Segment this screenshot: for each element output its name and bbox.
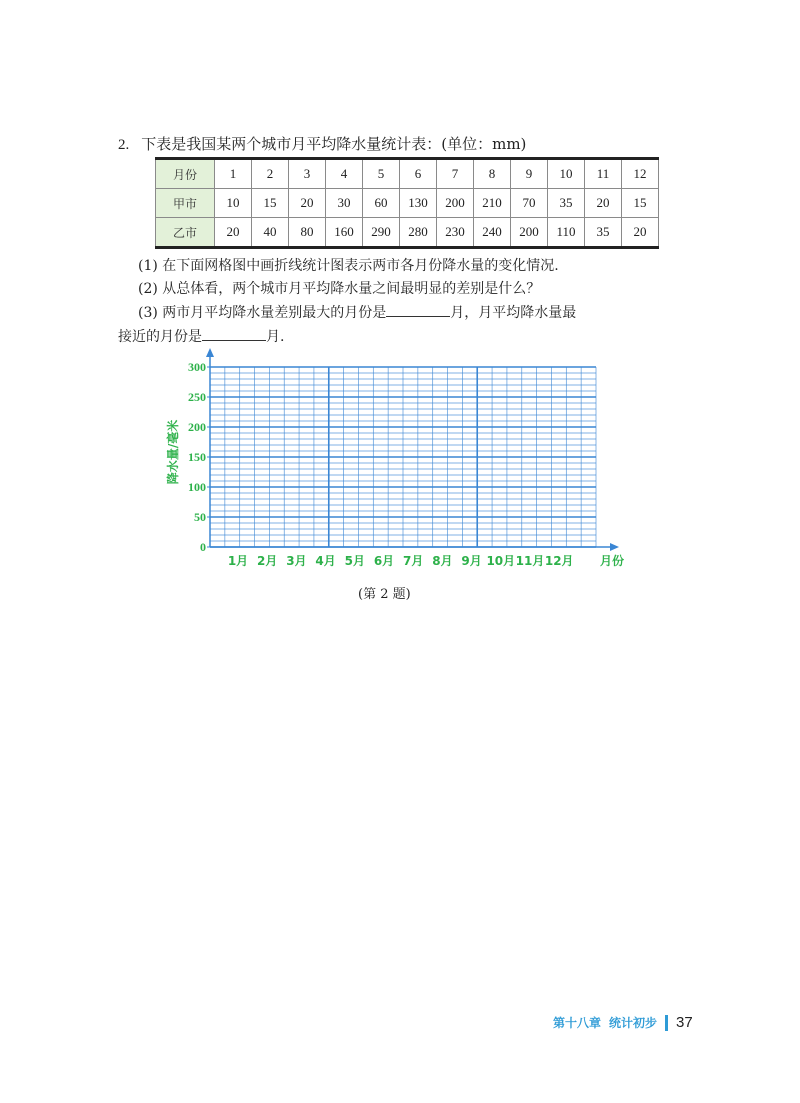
- table-cell: 280: [400, 218, 437, 248]
- table-cell: 20: [215, 218, 252, 248]
- table-cell: 30: [326, 189, 363, 218]
- table-cell: 160: [326, 218, 363, 248]
- y-tick-label: 100: [188, 480, 206, 494]
- table-cell: 15: [622, 189, 659, 218]
- table-cell: 20: [585, 189, 622, 218]
- subquestion-3-text-a: (3) 两市月平均降水量差别最大的月份是: [138, 305, 387, 321]
- table-cell: 20: [622, 218, 659, 248]
- footer-section: 统计初步: [609, 1016, 658, 1030]
- y-tick-label: 50: [194, 510, 206, 524]
- question-title: [118, 133, 526, 154]
- x-tick-label: 3月: [286, 554, 307, 568]
- table-cell: 200: [511, 218, 548, 248]
- table-cell: 70: [511, 189, 548, 218]
- table-cell: 130: [400, 189, 437, 218]
- grid-lines: [210, 367, 596, 547]
- table-cell: 9: [511, 159, 548, 189]
- subquestion-2: (2) 从总体看，两个城市月平均降水量之间最明显的差别是什么？: [138, 281, 541, 297]
- answer-blank-2[interactable]: [202, 326, 266, 341]
- row-header: 甲市: [156, 189, 215, 218]
- answer-blank-1[interactable]: [386, 302, 450, 317]
- x-tick-label: 8月: [432, 554, 453, 568]
- row-header: 乙市: [156, 218, 215, 248]
- table-cell: 5: [363, 159, 400, 189]
- x-tick-label: 4月: [315, 554, 336, 568]
- x-tick-label: 6月: [373, 554, 395, 568]
- table-cell: 80: [289, 218, 326, 248]
- subquestion-3-text-b: 月，月平均降水量最: [450, 305, 577, 321]
- table-cell: 2: [252, 159, 289, 189]
- question-number: 2.: [118, 137, 130, 153]
- y-tick-labels: [188, 360, 210, 554]
- table-cell: 10: [548, 159, 585, 189]
- subquestion-1: (1) 在下面网格图中画折线统计图表示两市各月份降水量的变化情况.: [138, 258, 559, 274]
- rainfall-grid-chart: [150, 345, 640, 575]
- x-tick-label: 2月: [257, 554, 278, 568]
- x-tick-label: 12月: [544, 554, 574, 568]
- table-cell: 20: [289, 189, 326, 218]
- page-number: 37: [676, 1014, 693, 1031]
- table-cell: 40: [252, 218, 289, 248]
- table-cell: 7: [437, 159, 474, 189]
- table-cell: 15: [252, 189, 289, 218]
- y-tick-label: 250: [188, 390, 206, 404]
- table-cell: 230: [437, 218, 474, 248]
- y-axis-label: 降水量/毫米: [166, 419, 180, 485]
- table-cell: 11: [585, 159, 622, 189]
- footer-divider: [665, 1015, 668, 1031]
- x-axis-arrow: [610, 543, 619, 551]
- subquestion-3-text-c: 接近的月份是: [118, 329, 202, 345]
- x-tick-label: 9月: [461, 554, 482, 568]
- table-cell: 10: [215, 189, 252, 218]
- table-cell: 12: [622, 159, 659, 189]
- table-cell: 35: [548, 189, 585, 218]
- page-footer: [553, 1012, 693, 1031]
- subquestion-3-continued: [118, 326, 284, 346]
- y-tick-label: 300: [188, 360, 206, 374]
- rainfall-table: [155, 157, 659, 249]
- table-cell: 35: [585, 218, 622, 248]
- table-cell: 4: [326, 159, 363, 189]
- table-row: [156, 189, 659, 218]
- table-cell: 1: [215, 159, 252, 189]
- subquestion-3-text-d: 月.: [266, 329, 285, 345]
- table-cell: 60: [363, 189, 400, 218]
- x-tick-label: 7月: [403, 554, 424, 568]
- y-axis-arrow: [206, 348, 214, 357]
- table-cell: 8: [474, 159, 511, 189]
- table-cell: 210: [474, 189, 511, 218]
- x-tick-labels: [228, 554, 574, 568]
- table-cell: 200: [437, 189, 474, 218]
- table-cell: 290: [363, 218, 400, 248]
- x-tick-label: 10月: [486, 554, 516, 568]
- table-cell: 240: [474, 218, 511, 248]
- figure-caption: (第 2 题): [358, 587, 411, 602]
- table-row: [156, 218, 659, 248]
- table-cell: 110: [548, 218, 585, 248]
- row-header: 月份: [156, 159, 215, 189]
- table-row: [156, 159, 659, 189]
- y-tick-label: 200: [188, 420, 206, 434]
- x-tick-label: 5月: [344, 554, 365, 568]
- table-cell: 3: [289, 159, 326, 189]
- x-tick-label: 11月: [515, 554, 545, 568]
- y-tick-label: 0: [200, 540, 206, 554]
- chart-axes: [206, 348, 619, 551]
- y-tick-label: 150: [188, 450, 206, 464]
- footer-chapter: 第十八章: [553, 1016, 602, 1030]
- question-text: 下表是我国某两个城市月平均降水量统计表：(单位：mm): [141, 135, 527, 153]
- table-cell: 6: [400, 159, 437, 189]
- subquestion-3: [138, 302, 576, 322]
- x-tick-label: 1月: [227, 554, 249, 568]
- x-axis-label: 月份: [599, 554, 625, 568]
